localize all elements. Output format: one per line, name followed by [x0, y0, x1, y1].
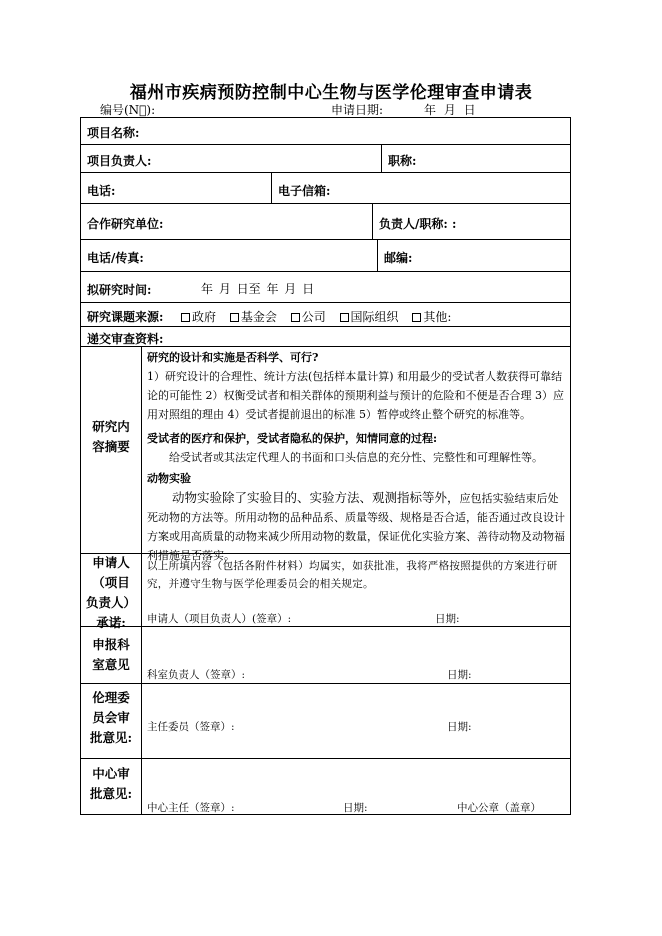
summary-text-protection: 给受试者或其法定代理人的书面和口头信息的充分性、完整性和可理解性等。 [169, 451, 543, 464]
source-options [181, 308, 461, 325]
phone-fax-label: 电话/传真: [87, 251, 144, 265]
applicant-sign-label: 申请人（项目负责人）(签章）: [147, 613, 292, 625]
ethics-date-label: 日期: [447, 721, 472, 733]
divider [141, 627, 142, 683]
checkbox-icon[interactable] [230, 313, 239, 322]
checkbox-icon[interactable] [291, 313, 300, 322]
submit-materials-label: 递交审查资料: [87, 332, 164, 346]
source-option[interactable]: 政府 [181, 310, 216, 324]
row-center-opinion [81, 759, 570, 814]
row-dept-opinion [81, 627, 570, 684]
title-rank-label: 职称: [388, 154, 417, 168]
summary-content [147, 348, 565, 565]
divider [141, 554, 142, 626]
ethics-sign-label: 主任委员（签章）: [147, 721, 235, 733]
row-partner-unit [81, 204, 570, 240]
ethics-opinion-label: 伦理委 员会审 批意见: [89, 690, 133, 745]
row-project-name [81, 118, 570, 145]
dept-date-label: 日期: [447, 669, 472, 681]
row-source [81, 303, 570, 327]
divider [141, 759, 142, 814]
divider [377, 240, 378, 271]
postcode-label: 邮编: [384, 251, 413, 265]
applicant-label: 申请人 （项目 负责人） 承诺: [85, 555, 136, 630]
checkbox-icon[interactable] [181, 313, 190, 322]
source-option[interactable]: 其他: [412, 310, 451, 324]
source-option[interactable]: 公司 [291, 310, 326, 324]
phone-label: 电话: [87, 184, 116, 198]
email-label: 电子信箱: [278, 184, 331, 198]
summary-heading-animal: 动物实验 [147, 472, 191, 485]
summary-label: 研究内 容摘要 [92, 419, 130, 454]
row-applicant [81, 554, 570, 630]
research-time-label: 拟研究时间: [87, 283, 152, 297]
leader-title-label: 负责人/职称: : [379, 217, 457, 231]
source-label: 研究课题来源: [87, 310, 164, 324]
dept-sign-label: 科室负责人（签章）: [147, 669, 246, 681]
form-title: 福州市疾病预防控制中心生物与医学伦理审查申请表 [129, 83, 533, 103]
applicant-statement: 以上所填内容（包括各附件材料）均属实，如获批准，我将严格按照提供的方案进行研究，并遵守生物与医学伦理委员会的相关规定。 [147, 560, 558, 590]
summary-heading-protection: 受试者的医疗和保护，受试者隐私的保护，知情同意的过程: [147, 432, 438, 445]
row-project-leader [81, 145, 570, 173]
row-ethics-opinion [81, 684, 570, 759]
project-leader-label: 项目负责人: [87, 154, 152, 168]
center-seal-label: 中心公章（盖章） [457, 802, 541, 814]
apply-date-ymd: 年 月 日 [424, 103, 476, 117]
dept-opinion-label: 申报科 室意见 [92, 637, 130, 672]
row-phone-fax [81, 240, 570, 272]
partner-unit-label: 合作研究单位: [87, 217, 164, 231]
checkbox-icon[interactable] [412, 313, 421, 322]
application-form [80, 117, 571, 815]
checkbox-icon[interactable] [340, 313, 349, 322]
summary-text-animal: 动物实验除了实验目的、实验方法、观测指标等外，应包括实验结束后处死动物的方法等。所用动物的品种品系、质量等级、规格是否合适，能否通过改良设计方案或用高质量的动物来减少所用动物的数量，保证优化实验方案、善待动物及动物福利措施是否落实。 [147, 490, 565, 562]
summary-heading-design: 研究的设计和实施是否科学、可行? [147, 351, 319, 364]
row-research-time [81, 272, 570, 303]
source-option[interactable]: 基金会 [230, 310, 277, 324]
divider [141, 347, 142, 553]
center-sign-label: 中心主任（签章）: [147, 802, 235, 814]
apply-date-label: 申请日期: [331, 103, 384, 117]
project-name-label: 项目名称: [87, 126, 140, 140]
applicant-date-label: 日期: [435, 613, 460, 625]
summary-text-design: 1）研究设计的合理性、统计方法(包括样本量计算) 和用最少的受试者人数获得可靠结论的可能性 2）权衡受试者和相关群体的预期利益与预计的危险和不便是否合理 3）应用对照组的理由 4）受试者提前退出的标准 5）暂停或终止整个研究的标准等。 [147, 370, 564, 421]
number-label: 编号(N⃞): [100, 103, 156, 117]
row-phone-email [81, 173, 570, 204]
divider [381, 145, 382, 172]
center-opinion-label: 中心审 批意见: [89, 766, 133, 801]
divider [271, 173, 272, 203]
row-summary [81, 347, 570, 562]
divider [141, 684, 142, 758]
source-option[interactable]: 国际组织 [340, 310, 399, 324]
divider [372, 204, 373, 239]
center-date-label: 日期: [343, 802, 368, 814]
research-time-value: 年 月 日至 年 月 日 [201, 282, 315, 296]
row-submit-materials [81, 327, 570, 347]
